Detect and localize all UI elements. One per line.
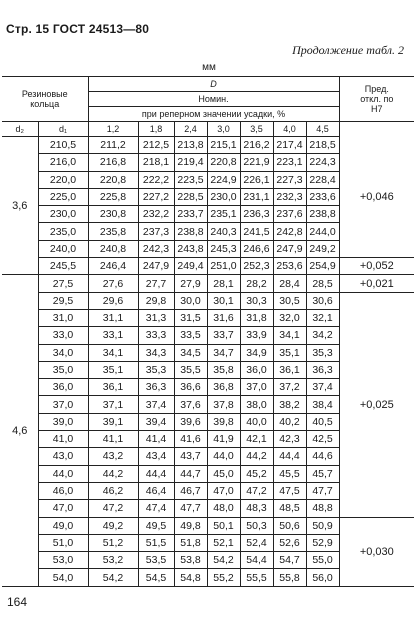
d1-cell: 210,5 (38, 137, 88, 154)
value-cell: 49,5 (138, 517, 174, 534)
shrink-header: при реперном значении усадки, % (88, 107, 339, 122)
value-cell: 224,9 (207, 171, 240, 188)
value-cell: 47,0 (207, 482, 240, 499)
value-cell: 45,5 (273, 465, 306, 482)
value-cell: 247,9 (138, 258, 174, 275)
value-cell: 50,3 (240, 517, 273, 534)
d1-cell: 44,0 (38, 465, 88, 482)
value-cell: 218,5 (306, 137, 339, 154)
value-cell: 49,2 (88, 517, 138, 534)
value-cell: 242,8 (273, 223, 306, 240)
value-cell: 35,3 (306, 344, 339, 361)
value-cell: 243,8 (174, 240, 207, 257)
d1-cell: 29,5 (38, 292, 88, 309)
value-cell: 240,3 (207, 223, 240, 240)
value-cell: 245,3 (207, 240, 240, 257)
d-header-text: D (210, 79, 217, 89)
value-cell: 45,2 (240, 465, 273, 482)
value-cell: 220,8 (207, 154, 240, 171)
value-cell: 223,5 (174, 171, 207, 188)
value-cell: 31,8 (240, 309, 273, 326)
table-body (2, 137, 414, 587)
tolerance-cell: +0,021 (339, 275, 414, 292)
value-cell: 27,7 (138, 275, 174, 292)
value-cell: 42,5 (306, 431, 339, 448)
d1-cell: 41,0 (38, 431, 88, 448)
value-cell: 48,8 (306, 500, 339, 517)
value-cell: 35,1 (88, 361, 138, 378)
value-cell: 220,8 (88, 171, 138, 188)
value-cell: 44,2 (88, 465, 138, 482)
value-cell: 47,2 (88, 500, 138, 517)
value-cell: 34,7 (207, 344, 240, 361)
value-cell: 48,5 (273, 500, 306, 517)
shrink-col-header: 1,8 (138, 122, 174, 137)
value-cell: 51,5 (138, 534, 174, 551)
value-cell: 52,1 (207, 534, 240, 551)
value-cell: 38,4 (306, 396, 339, 413)
value-cell: 30,3 (240, 292, 273, 309)
value-cell: 230,8 (88, 206, 138, 223)
value-cell: 37,4 (138, 396, 174, 413)
d1-cell: 220,0 (38, 171, 88, 188)
value-cell: 47,4 (138, 500, 174, 517)
d1-cell: 36,0 (38, 379, 88, 396)
value-cell: 28,4 (273, 275, 306, 292)
tol-header-text: Пред. откл. по Н7 (360, 84, 394, 114)
value-cell: 213,8 (174, 137, 207, 154)
value-cell: 38,0 (240, 396, 273, 413)
value-cell: 48,3 (240, 500, 273, 517)
value-cell: 50,6 (273, 517, 306, 534)
value-cell: 34,9 (240, 344, 273, 361)
value-cell: 254,9 (306, 258, 339, 275)
value-cell: 36,1 (88, 379, 138, 396)
page-header: Стр. 15 ГОСТ 24513—80 (6, 22, 150, 36)
value-cell: 246,6 (240, 240, 273, 257)
value-cell: 53,2 (88, 552, 138, 569)
d1-cell: 34,0 (38, 344, 88, 361)
d2-cell: 3,6 (2, 137, 38, 275)
dimension-table (2, 76, 414, 587)
value-cell: 36,3 (138, 379, 174, 396)
continuation-label: Продолжение табл. 2 (292, 43, 404, 57)
d2-cell: 4,6 (2, 275, 38, 586)
value-cell: 47,2 (240, 482, 273, 499)
value-cell: 233,7 (174, 206, 207, 223)
value-cell: 47,7 (174, 500, 207, 517)
value-cell: 45,7 (306, 465, 339, 482)
d1-cell: 35,0 (38, 361, 88, 378)
value-cell: 219,4 (174, 154, 207, 171)
value-cell: 51,2 (88, 534, 138, 551)
value-cell: 53,8 (174, 552, 207, 569)
value-cell: 48,0 (207, 500, 240, 517)
value-cell: 34,3 (138, 344, 174, 361)
value-cell: 54,2 (88, 569, 138, 586)
value-cell: 27,6 (88, 275, 138, 292)
tolerance-cell: +0,025 (339, 292, 414, 517)
value-cell: 54,5 (138, 569, 174, 586)
value-cell: 33,7 (207, 327, 240, 344)
d1-cell: 33,0 (38, 327, 88, 344)
value-cell: 53,5 (138, 552, 174, 569)
d1-cell: 51,0 (38, 534, 88, 551)
table-row (2, 258, 414, 275)
value-cell: 44,0 (207, 448, 240, 465)
value-cell: 237,3 (138, 223, 174, 240)
d1-cell: 235,0 (38, 223, 88, 240)
d1-cell: 39,0 (38, 413, 88, 430)
value-cell: 51,8 (174, 534, 207, 551)
value-cell: 228,4 (306, 171, 339, 188)
value-cell: 36,1 (273, 361, 306, 378)
value-cell: 34,1 (88, 344, 138, 361)
value-cell: 29,6 (88, 292, 138, 309)
value-cell: 43,7 (174, 448, 207, 465)
ring-header (2, 77, 88, 122)
value-cell: 50,1 (207, 517, 240, 534)
ring-header-text: Резиновые кольца (21, 89, 68, 109)
value-cell: 36,8 (207, 379, 240, 396)
value-cell: 44,4 (273, 448, 306, 465)
value-cell: 29,8 (138, 292, 174, 309)
value-cell: 238,8 (174, 223, 207, 240)
value-cell: 54,4 (240, 552, 273, 569)
value-cell: 40,2 (273, 413, 306, 430)
d1-cell: 27,5 (38, 275, 88, 292)
value-cell: 37,2 (273, 379, 306, 396)
value-cell: 37,6 (174, 396, 207, 413)
value-cell: 227,3 (273, 171, 306, 188)
table-row (2, 292, 414, 309)
value-cell: 27,9 (174, 275, 207, 292)
shrink-col-header: 4,5 (306, 122, 339, 137)
value-cell: 44,4 (138, 465, 174, 482)
value-cell: 52,4 (240, 534, 273, 551)
d1-header: d₁ (38, 122, 88, 137)
page-number: 164 (7, 595, 28, 609)
d2-header: d₂ (2, 122, 38, 137)
value-cell: 46,2 (88, 482, 138, 499)
value-cell: 37,1 (88, 396, 138, 413)
value-cell: 35,1 (273, 344, 306, 361)
value-cell: 44,6 (306, 448, 339, 465)
value-cell: 252,3 (240, 258, 273, 275)
value-cell: 56,0 (306, 569, 339, 586)
value-cell: 31,3 (138, 309, 174, 326)
value-cell: 36,0 (240, 361, 273, 378)
value-cell: 33,1 (88, 327, 138, 344)
value-cell: 249,4 (174, 258, 207, 275)
value-cell: 42,1 (240, 431, 273, 448)
table-row (2, 517, 414, 534)
value-cell: 39,1 (88, 413, 138, 430)
d1-cell: 43,0 (38, 448, 88, 465)
value-cell: 232,2 (138, 206, 174, 223)
value-cell: 231,1 (240, 188, 273, 205)
value-cell: 39,6 (174, 413, 207, 430)
value-cell: 36,6 (174, 379, 207, 396)
value-cell: 28,5 (306, 275, 339, 292)
value-cell: 34,2 (306, 327, 339, 344)
value-cell: 32,0 (273, 309, 306, 326)
value-cell: 30,1 (207, 292, 240, 309)
value-cell: 36,3 (306, 361, 339, 378)
value-cell: 46,7 (174, 482, 207, 499)
d1-cell: 240,0 (38, 240, 88, 257)
value-cell: 32,1 (306, 309, 339, 326)
value-cell: 30,5 (273, 292, 306, 309)
value-cell: 43,4 (138, 448, 174, 465)
value-cell: 244,0 (306, 223, 339, 240)
value-cell: 237,6 (273, 206, 306, 223)
value-cell: 35,3 (138, 361, 174, 378)
shrink-col-header: 2,4 (174, 122, 207, 137)
value-cell: 33,3 (138, 327, 174, 344)
value-cell: 44,7 (174, 465, 207, 482)
value-cell: 41,4 (138, 431, 174, 448)
value-cell: 40,5 (306, 413, 339, 430)
d1-cell: 225,0 (38, 188, 88, 205)
value-cell: 52,6 (273, 534, 306, 551)
value-cell: 30,6 (306, 292, 339, 309)
value-cell: 38,2 (273, 396, 306, 413)
value-cell: 50,9 (306, 517, 339, 534)
d1-cell: 245,5 (38, 258, 88, 275)
value-cell: 235,8 (88, 223, 138, 240)
value-cell: 41,6 (174, 431, 207, 448)
value-cell: 241,5 (240, 223, 273, 240)
value-cell: 246,4 (88, 258, 138, 275)
shrink-col-header: 3,0 (207, 122, 240, 137)
value-cell: 30,0 (174, 292, 207, 309)
value-cell: 37,4 (306, 379, 339, 396)
value-cell: 28,2 (240, 275, 273, 292)
value-cell: 212,5 (138, 137, 174, 154)
value-cell: 35,5 (174, 361, 207, 378)
tolerance-cell: +0,052 (339, 258, 414, 275)
value-cell: 41,9 (207, 431, 240, 448)
d1-cell: 46,0 (38, 482, 88, 499)
value-cell: 55,2 (207, 569, 240, 586)
value-cell: 46,4 (138, 482, 174, 499)
value-cell: 39,4 (138, 413, 174, 430)
value-cell: 242,3 (138, 240, 174, 257)
value-cell: 37,8 (207, 396, 240, 413)
value-cell: 34,5 (174, 344, 207, 361)
value-cell: 41,1 (88, 431, 138, 448)
table-row (2, 275, 414, 292)
value-cell: 233,6 (306, 188, 339, 205)
value-cell: 225,8 (88, 188, 138, 205)
d1-cell: 54,0 (38, 569, 88, 586)
tolerance-cell: +0,046 (339, 137, 414, 258)
d1-cell: 31,0 (38, 309, 88, 326)
value-cell: 223,1 (273, 154, 306, 171)
value-cell: 31,1 (88, 309, 138, 326)
value-cell: 251,0 (207, 258, 240, 275)
value-cell: 40,0 (240, 413, 273, 430)
value-cell: 33,9 (240, 327, 273, 344)
value-cell: 35,8 (207, 361, 240, 378)
value-cell: 33,5 (174, 327, 207, 344)
table-row (2, 137, 414, 154)
value-cell: 54,2 (207, 552, 240, 569)
unit-label: мм (202, 62, 216, 73)
value-cell: 235,1 (207, 206, 240, 223)
value-cell: 31,6 (207, 309, 240, 326)
value-cell: 228,5 (174, 188, 207, 205)
value-cell: 55,5 (240, 569, 273, 586)
value-cell: 52,9 (306, 534, 339, 551)
d1-cell: 37,0 (38, 396, 88, 413)
value-cell: 216,8 (88, 154, 138, 171)
value-cell: 55,0 (306, 552, 339, 569)
shrink-col-header: 1,2 (88, 122, 138, 137)
d1-cell: 53,0 (38, 552, 88, 569)
value-cell: 47,5 (273, 482, 306, 499)
value-cell: 224,3 (306, 154, 339, 171)
value-cell: 47,7 (306, 482, 339, 499)
d1-cell: 47,0 (38, 500, 88, 517)
value-cell: 211,2 (88, 137, 138, 154)
value-cell: 253,6 (273, 258, 306, 275)
d-header (88, 77, 339, 92)
value-cell: 215,1 (207, 137, 240, 154)
value-cell: 230,0 (207, 188, 240, 205)
value-cell: 216,2 (240, 137, 273, 154)
value-cell: 34,1 (273, 327, 306, 344)
value-cell: 221,9 (240, 154, 273, 171)
value-cell: 218,1 (138, 154, 174, 171)
shrink-col-header: 4,0 (273, 122, 306, 137)
value-cell: 247,9 (273, 240, 306, 257)
value-cell: 54,7 (273, 552, 306, 569)
d1-cell: 49,0 (38, 517, 88, 534)
value-cell: 42,3 (273, 431, 306, 448)
d1-cell: 216,0 (38, 154, 88, 171)
value-cell: 227,2 (138, 188, 174, 205)
value-cell: 226,1 (240, 171, 273, 188)
value-cell: 43,2 (88, 448, 138, 465)
nominal-header: Номин. (88, 92, 339, 107)
d1-cell: 230,0 (38, 206, 88, 223)
value-cell: 54,8 (174, 569, 207, 586)
value-cell: 249,2 (306, 240, 339, 257)
value-cell: 31,5 (174, 309, 207, 326)
value-cell: 238,8 (306, 206, 339, 223)
value-cell: 49,8 (174, 517, 207, 534)
tolerance-cell: +0,030 (339, 517, 414, 586)
value-cell: 55,8 (273, 569, 306, 586)
value-cell: 217,4 (273, 137, 306, 154)
shrink-col-header: 3,5 (240, 122, 273, 137)
value-cell: 232,3 (273, 188, 306, 205)
value-cell: 44,2 (240, 448, 273, 465)
tol-header (339, 77, 414, 122)
value-cell: 28,1 (207, 275, 240, 292)
value-cell: 45,0 (207, 465, 240, 482)
value-cell: 222,2 (138, 171, 174, 188)
value-cell: 240,8 (88, 240, 138, 257)
value-cell: 39,8 (207, 413, 240, 430)
value-cell: 37,0 (240, 379, 273, 396)
value-cell: 236,3 (240, 206, 273, 223)
